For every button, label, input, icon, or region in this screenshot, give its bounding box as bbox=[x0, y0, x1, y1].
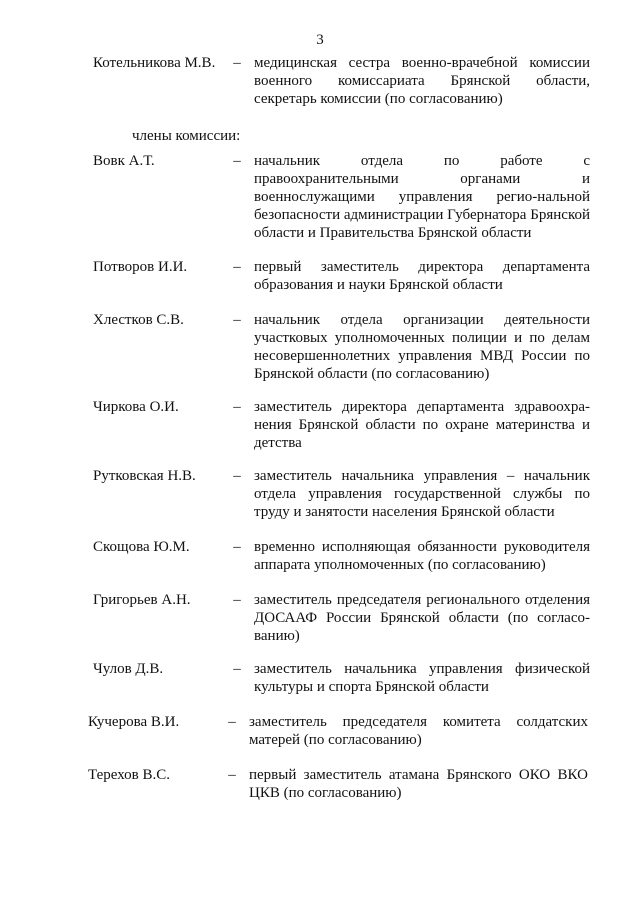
member-name: Григорьев А.Н. bbox=[93, 592, 191, 608]
page-number: 3 bbox=[316, 32, 324, 48]
member-name: Кучерова В.И. bbox=[88, 714, 180, 730]
member-position: медицинская сестра военно-врачебной комиссии военного комиссариата Брянской области, секретарь комиссии (по согласованию) bbox=[254, 55, 590, 107]
member-position: временно исполняющая обязанности руководителя аппарата уполномоченных (по согласованию) bbox=[254, 539, 590, 573]
member-name: Котельникова М.В. bbox=[93, 55, 216, 71]
member-position: первый заместитель директора департамента образования и науки Брянской области bbox=[254, 259, 590, 293]
member-name: Вовк А.Т. bbox=[93, 153, 155, 169]
member-position: заместитель начальника управления – начальник отдела управления государственной службы по труду и занятости населения Брянской области bbox=[254, 468, 590, 520]
dash: – bbox=[233, 592, 241, 608]
dash: – bbox=[233, 259, 241, 275]
member-name: Рутковская Н.В. bbox=[93, 468, 196, 484]
member-position: начальник отдела организации деятельности участковых уполномоченных полиции и по делам несовершеннолетних управления МВД России по Брянской области (по согласованию) bbox=[254, 312, 590, 382]
dash: – bbox=[233, 312, 241, 328]
member-position: заместитель начальника управления физической культуры и спорта Брянской области bbox=[254, 661, 590, 695]
member-name: Хлестков С.В. bbox=[93, 312, 184, 328]
member-position: заместитель председателя регионального отделения ДОСААФ России Брянской области (по согласо-ванию) bbox=[254, 592, 590, 644]
dash: – bbox=[233, 55, 241, 71]
member-name: Чулов Д.В. bbox=[93, 661, 164, 677]
member-name: Скощова Ю.М. bbox=[93, 539, 190, 555]
dash: – bbox=[228, 767, 236, 783]
dash: – bbox=[233, 468, 241, 484]
member-position: заместитель директора департамента здравоохра-нения Брянской области по охране материнства и детства bbox=[254, 399, 590, 451]
member-name: Терехов В.С. bbox=[88, 767, 170, 783]
member-name: Чиркова О.И. bbox=[93, 399, 179, 415]
member-name: Потворов И.И. bbox=[93, 259, 188, 275]
dash: – bbox=[233, 661, 241, 677]
member-position: начальник отдела по работе с правоохранительными органами и военнослужащими управления регио-нальной безопасности администрации Губернатора Брянской области и Правительства Брянской области bbox=[254, 153, 590, 241]
member-position: первый заместитель атамана Брянского ОКО ВКО ЦКВ (по согласованию) bbox=[249, 767, 588, 801]
member-position: заместитель председателя комитета солдатских матерей (по согласованию) bbox=[249, 714, 588, 748]
dash: – bbox=[233, 539, 241, 555]
dash: – bbox=[233, 399, 241, 415]
dash: – bbox=[233, 153, 241, 169]
members-label: члены комиссии: bbox=[132, 128, 241, 144]
dash: – bbox=[228, 714, 236, 730]
